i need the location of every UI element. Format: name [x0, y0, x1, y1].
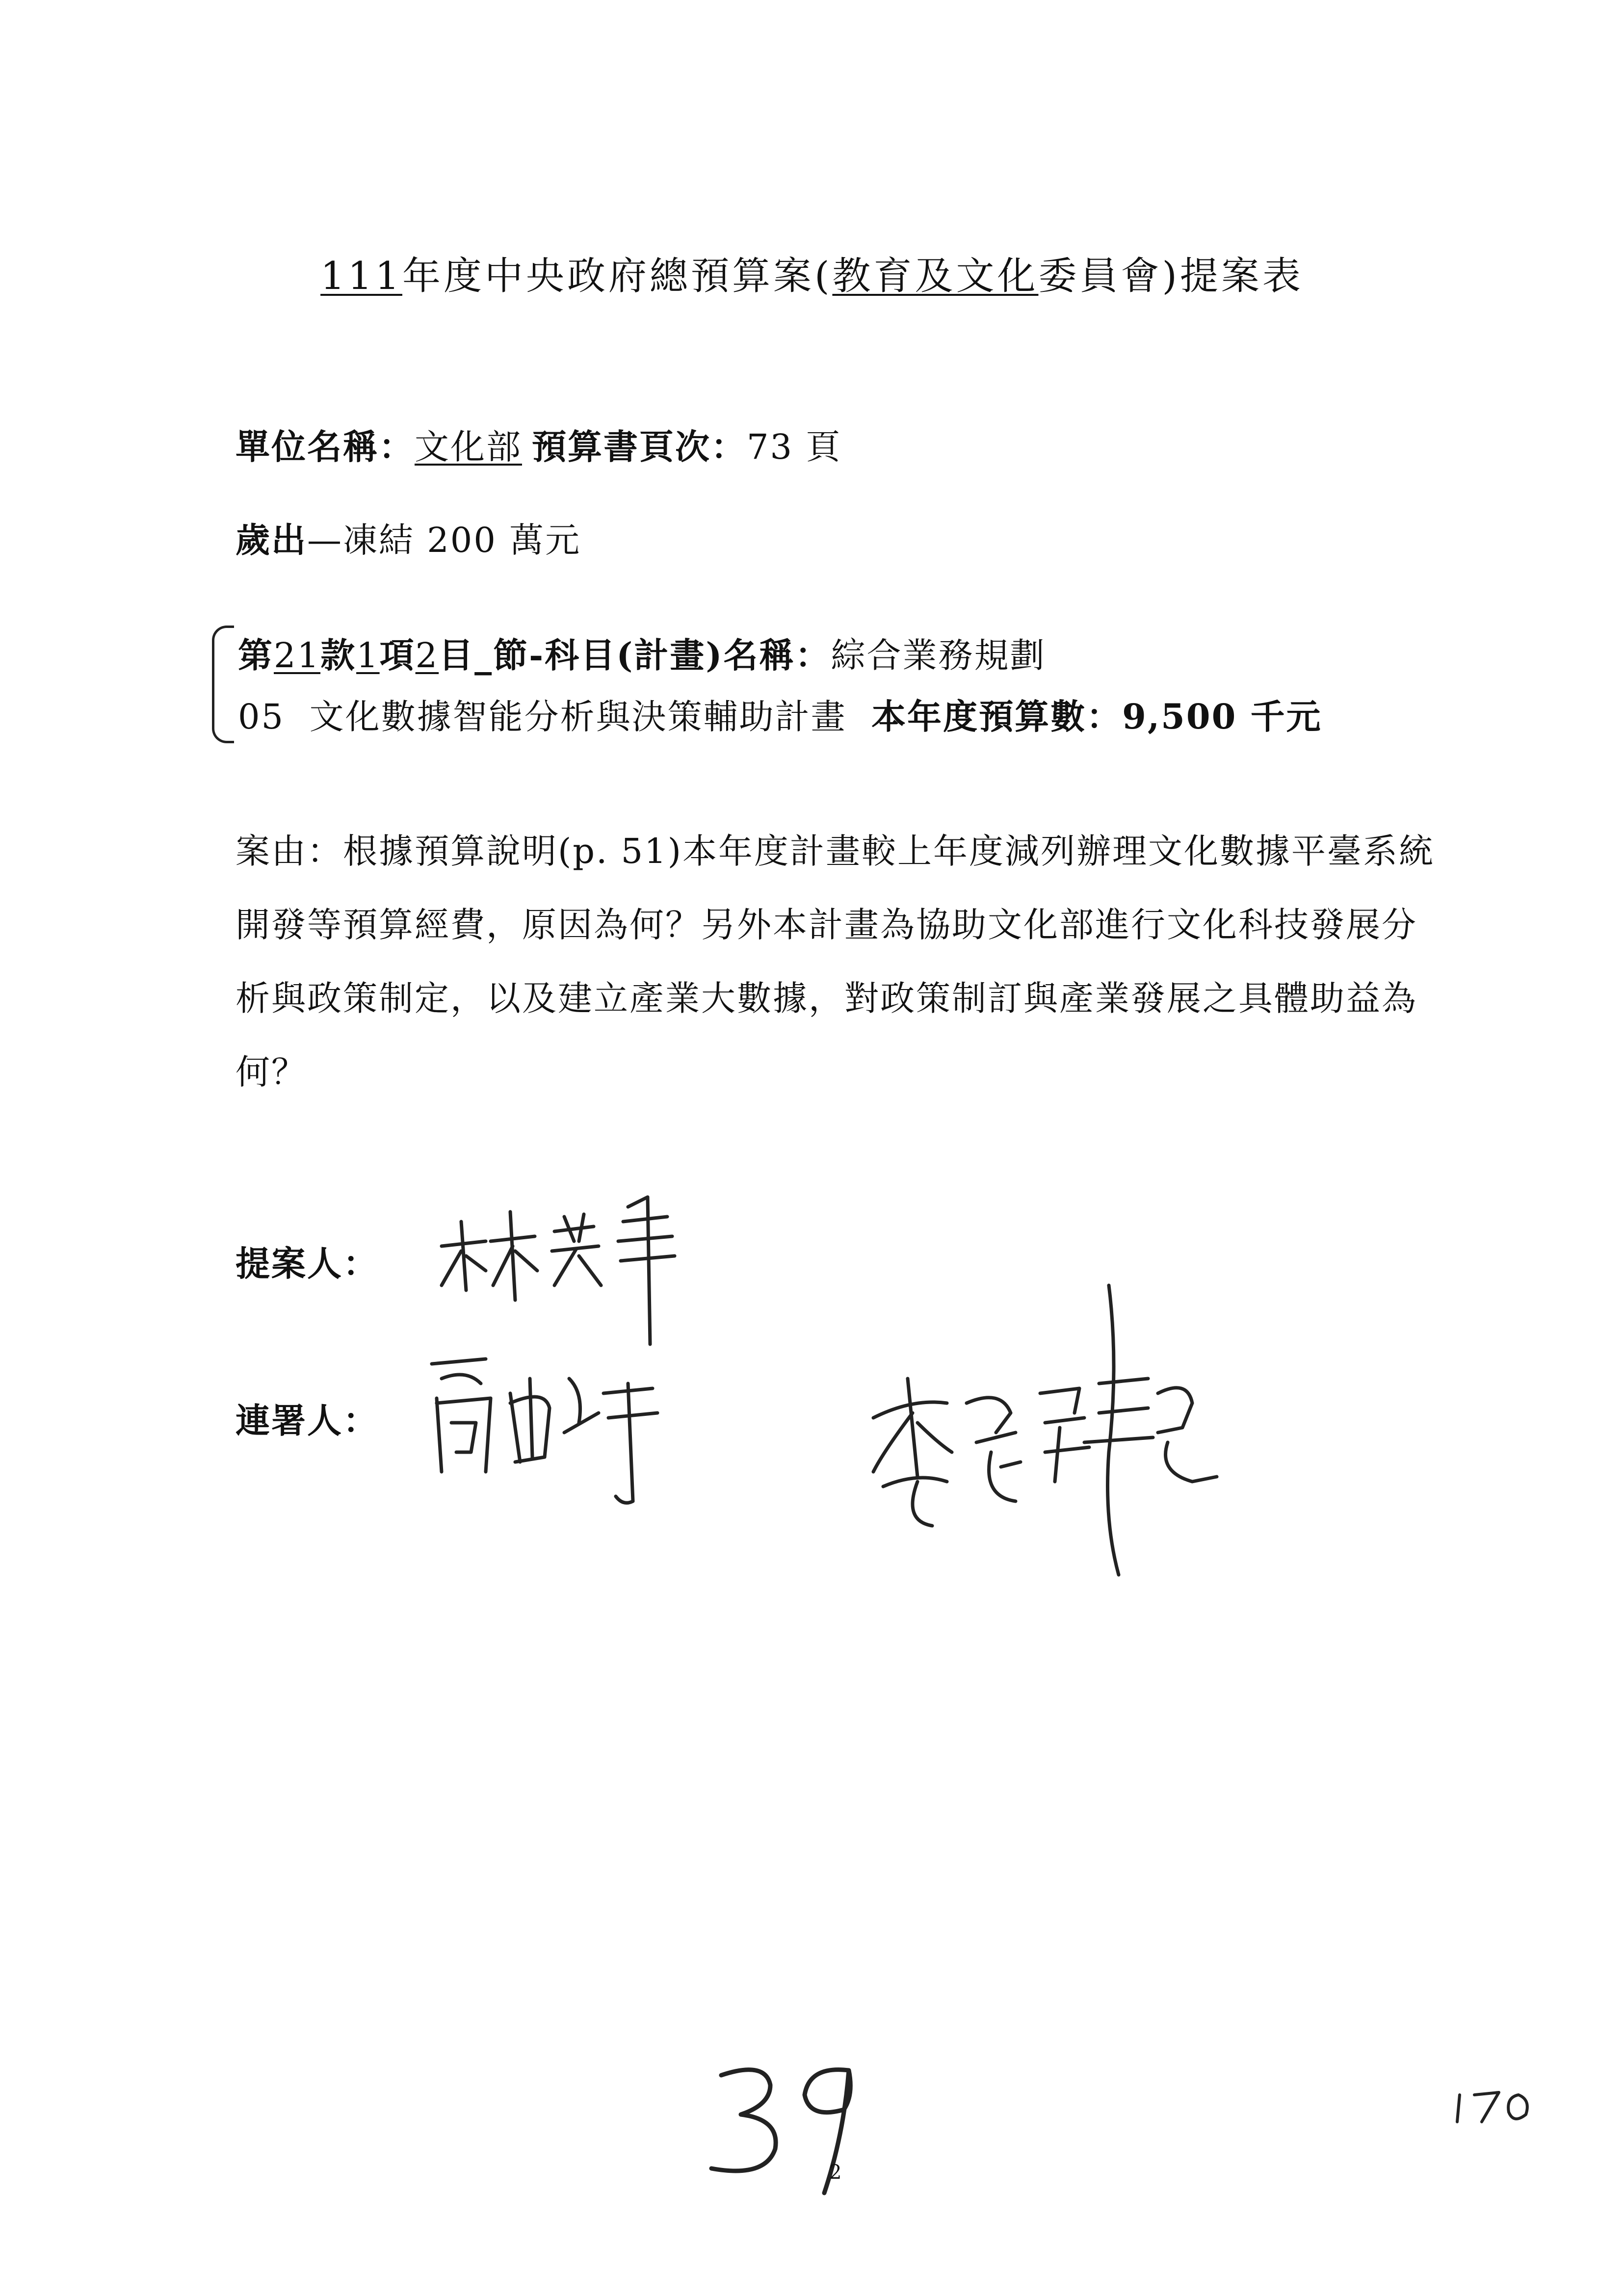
account-prefix: 第	[238, 635, 274, 676]
proposer-label: 提案人：	[236, 1243, 379, 1284]
account-xiang-label: 項	[379, 635, 416, 676]
budget-label: 本年度預算數：	[871, 696, 1123, 737]
cosigner-signature-1	[422, 1334, 697, 1521]
title-committee: 教育及文化	[832, 254, 1039, 298]
account-kuan-label: 款	[320, 635, 357, 676]
proposer-line	[236, 1236, 379, 1286]
cosigner-line	[236, 1393, 379, 1443]
budget-value: 9,500 千元	[1122, 696, 1322, 737]
account-mu: 2	[415, 635, 439, 676]
account-kuan: 21	[274, 635, 321, 676]
reason-label: 案由：	[236, 831, 343, 871]
account-bracket	[212, 626, 234, 743]
handwritten-page-number-small	[1452, 2085, 1536, 2131]
expense-line	[236, 513, 581, 562]
page-value: 73 頁	[747, 427, 842, 467]
proposer-signature	[432, 1168, 707, 1354]
account-line-1	[238, 628, 1046, 678]
account-name-value: 綜合業務規劃	[831, 635, 1046, 676]
unit-line	[236, 419, 841, 469]
title-text-a: 年度中央政府總預算案(	[402, 254, 833, 298]
item-name: 文化數據智能分析與決策輔助計畫	[309, 697, 847, 737]
account-mu-label: 目	[439, 635, 475, 676]
title-text-b: 委員會)提案表	[1038, 254, 1304, 298]
item-code: 05	[238, 697, 285, 737]
account-name-label: 節-科目(計畫)名稱：	[493, 635, 831, 676]
expense-label: 歲出	[236, 520, 307, 560]
expense-value: —凍結 200 萬元	[307, 520, 581, 560]
handwritten-page-number-large	[702, 2051, 898, 2200]
reason-paragraph	[236, 814, 1442, 1109]
cosigner-signature-2	[854, 1266, 1227, 1590]
account-jie-blank: _	[474, 635, 494, 676]
account-xiang: 1	[356, 635, 380, 676]
unit-name: 文化部	[415, 427, 522, 467]
printed-page-number: 2	[829, 2161, 842, 2184]
page-label: 預算書頁次：	[532, 426, 747, 467]
reason-text: 根據預算說明(p. 51)本年度計畫較上年度減列辦理文化數據平臺系統開發等預算經費，原因為何？另外本計畫為協助文化部進行文化科技發展分析與政策制定，以及建立產業大數據，對政策制訂與產業發展之具體助益為何？	[236, 831, 1435, 1092]
account-line-2	[238, 689, 1322, 739]
title-year: 111	[320, 254, 402, 298]
document-title	[0, 245, 1624, 300]
cosigner-label: 連署人：	[236, 1400, 379, 1441]
unit-label: 單位名稱：	[236, 426, 415, 467]
